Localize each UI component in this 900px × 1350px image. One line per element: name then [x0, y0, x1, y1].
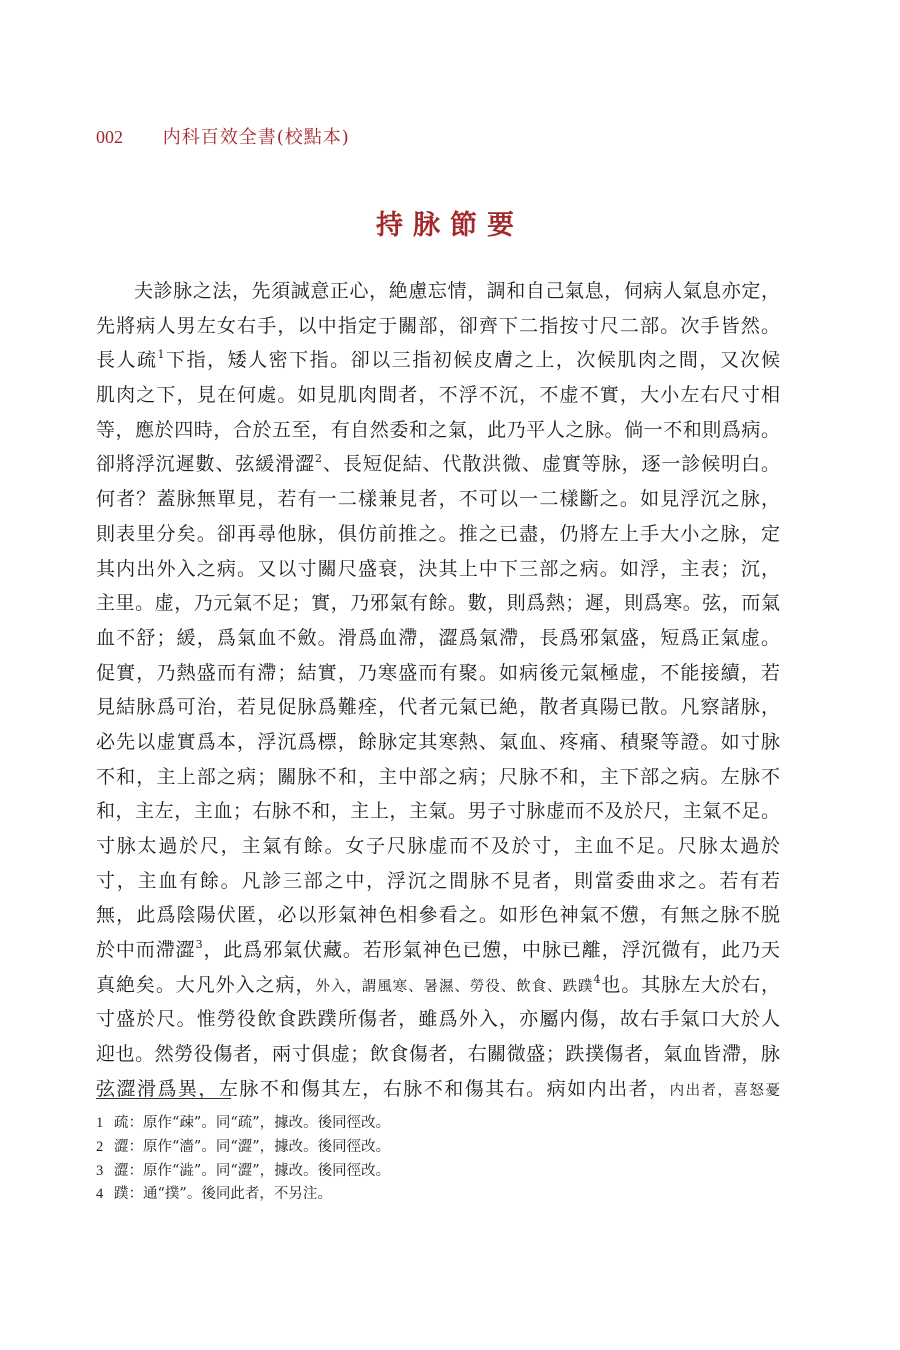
footnote-ref: 1	[157, 348, 165, 362]
text-run: 卻將浮沉遲數、弦緩滑澀	[96, 453, 316, 476]
text-line	[96, 690, 780, 725]
inline-note: 内出者，喜怒憂	[669, 1082, 780, 1099]
footnote-text: 蹼：通“撲”。後同此者，不另注。	[114, 1186, 332, 1203]
text-line	[96, 794, 780, 829]
text-run: 真絶矣。大凡外入之病，	[96, 973, 316, 996]
text-line	[96, 656, 780, 691]
footnote-item	[96, 1183, 780, 1207]
text-run: 等，應於四時，合於五至，有自然委和之氣，此乃平人之脉。倘一不和則爲病。	[96, 418, 780, 441]
book-title: 内科百效全書(校點本)	[162, 127, 350, 148]
text-line	[96, 898, 780, 933]
text-run: 見結脉爲可治，若見促脉爲難痊，代者元氣已絶，散者真陽已散。凡察諸脉，	[96, 696, 780, 719]
text-run: 寸，主血有餘。凡診三部之中，浮沉之間脉不見者，則當委曲求之。若有若	[96, 869, 780, 892]
footnote-item	[96, 1112, 780, 1136]
text-line	[96, 933, 780, 968]
text-line	[96, 378, 780, 413]
text-run: 必先以虚實爲本，浮沉爲標，餘脉定其寒熱、氣血、疼痛、積聚等證。如寸脉	[96, 730, 780, 753]
footnote-item	[96, 1136, 780, 1160]
footnote-number: 2	[96, 1138, 104, 1155]
text-run: 無，此爲陰陽伏匿，必以形氣神色相參看之。如形色神氣不憊，有無之脉不脱	[96, 904, 780, 927]
footnote-ref: 3	[195, 938, 203, 952]
footnote-number: 3	[96, 1162, 104, 1179]
text-run: 也。其脉左大於右，	[600, 973, 780, 996]
text-line	[96, 968, 780, 1003]
text-run: 寸盛於尺。惟勞役飲食跌蹼所傷者，雖爲外入，亦屬内傷，故右手氣口大於人	[96, 1008, 780, 1031]
footnote-ref: 2	[315, 452, 323, 466]
text-line	[96, 343, 780, 378]
text-line	[96, 725, 780, 760]
text-run: 促實，乃熱盛而有滯；結實，乃寒盛而有聚。如病後元氣極虚，不能接續，若	[96, 661, 780, 684]
text-run: 於中而滯澀	[96, 939, 196, 962]
text-run: 弦澀滑爲異，左脉不和傷其左，右脉不和傷其右。病如内出者，	[96, 1077, 670, 1100]
text-line	[96, 482, 780, 517]
text-run: 肌肉之下，見在何處。如見肌肉間者，不浮不沉，不虚不實，大小左右尺寸相	[96, 384, 780, 407]
body-text	[96, 274, 780, 1107]
text-run: 主里。虚，乃元氣不足；實，乃邪氣有餘。數，則爲熱；遲，則爲寒。弦，而氣	[96, 592, 780, 615]
running-head	[96, 124, 350, 150]
text-run: 寸脉太過於尺，主氣有餘。女子尺脉虚而不及於寸，主血不足。尺脉太過於	[96, 835, 780, 857]
footnote-text: 疏：原作“疎”。同“疏”，據改。後同徑改。	[114, 1115, 391, 1131]
footnote-ref: 4	[593, 972, 601, 986]
text-line	[96, 864, 780, 899]
footnote-text: 澀：原作“澁”。同“澀”，據改。後同徑改。	[114, 1162, 391, 1179]
footnote-text: 澀：原作“濇”。同“澀”，據改。後同徑改。	[114, 1138, 391, 1155]
footnote-number: 1	[96, 1115, 104, 1131]
text-run: 其内出外入之病。又以寸關尺盛衰，決其上中下三部之病。如浮，主表；沉，	[96, 557, 780, 580]
text-line	[96, 413, 780, 448]
text-line	[96, 1037, 780, 1072]
text-line	[96, 552, 780, 587]
text-line	[96, 621, 780, 656]
text-run: 和，主左，主血；右脉不和，主上，主氣。男子寸脉虚而不及於尺，主氣不足。	[96, 800, 780, 823]
text-line	[96, 586, 780, 621]
text-line	[96, 829, 780, 864]
text-run: ，此爲邪氣伏藏。若形氣神色已憊，中脉已離，浮沉微有，此乃天	[202, 939, 780, 962]
text-line	[96, 517, 780, 552]
text-line	[96, 1072, 780, 1107]
footnote-divider	[96, 1098, 231, 1099]
text-line	[96, 309, 780, 344]
text-run: 血不舒；緩，爲氣血不斂。滑爲血滯，澀爲氣滯，長爲邪氣盛，短爲正氣虚。	[96, 626, 780, 649]
footnote-number: 4	[96, 1186, 104, 1203]
section-title: 持脉節要	[376, 210, 524, 241]
text-line	[96, 447, 780, 482]
text-run: 下指，矮人密下指。卻以三指初候皮膚之上，次候肌肉之間，又次候	[164, 349, 780, 372]
text-line	[96, 1002, 780, 1037]
footnotes	[96, 1112, 780, 1207]
text-run: 則表里分矣。卻再尋他脉，俱仿前推之。推之已盡，仍將左上手大小之脉，定	[96, 522, 780, 545]
page-number: 002	[96, 127, 123, 147]
footnote-item	[96, 1160, 780, 1184]
text-run: 長人疏	[96, 349, 158, 372]
text-run: 夫診脉之法，先須誠意正心，絶慮忘情，調和自己氣息，伺病人氣息亦定，	[134, 280, 780, 302]
text-line	[96, 274, 780, 309]
text-run: 不和，主上部之病；關脉不和，主中部之病；尺脉不和，主下部之病。左脉不	[96, 765, 780, 788]
text-run: 、長短促結、代散洪微、虚實等脉，逐一診候明白。	[322, 453, 780, 476]
text-run: 先將病人男左女右手，以中指定于關部，卻齊下二指按寸尺二部。次手皆然。	[96, 314, 780, 337]
text-line	[96, 760, 780, 795]
text-run: 迎也。然勞役傷者，兩寸俱虚；飲食傷者，右關微盛；跌撲傷者，氣血皆滯，脉	[96, 1043, 780, 1066]
inline-note: 外入，謂風寒、暑濕、勞役、飲食、跌蹼	[315, 978, 594, 995]
text-run: 何者？蓋脉無單見，若有一二樣兼見者，不可以一二樣斷之。如見浮沉之脉，	[96, 488, 780, 511]
